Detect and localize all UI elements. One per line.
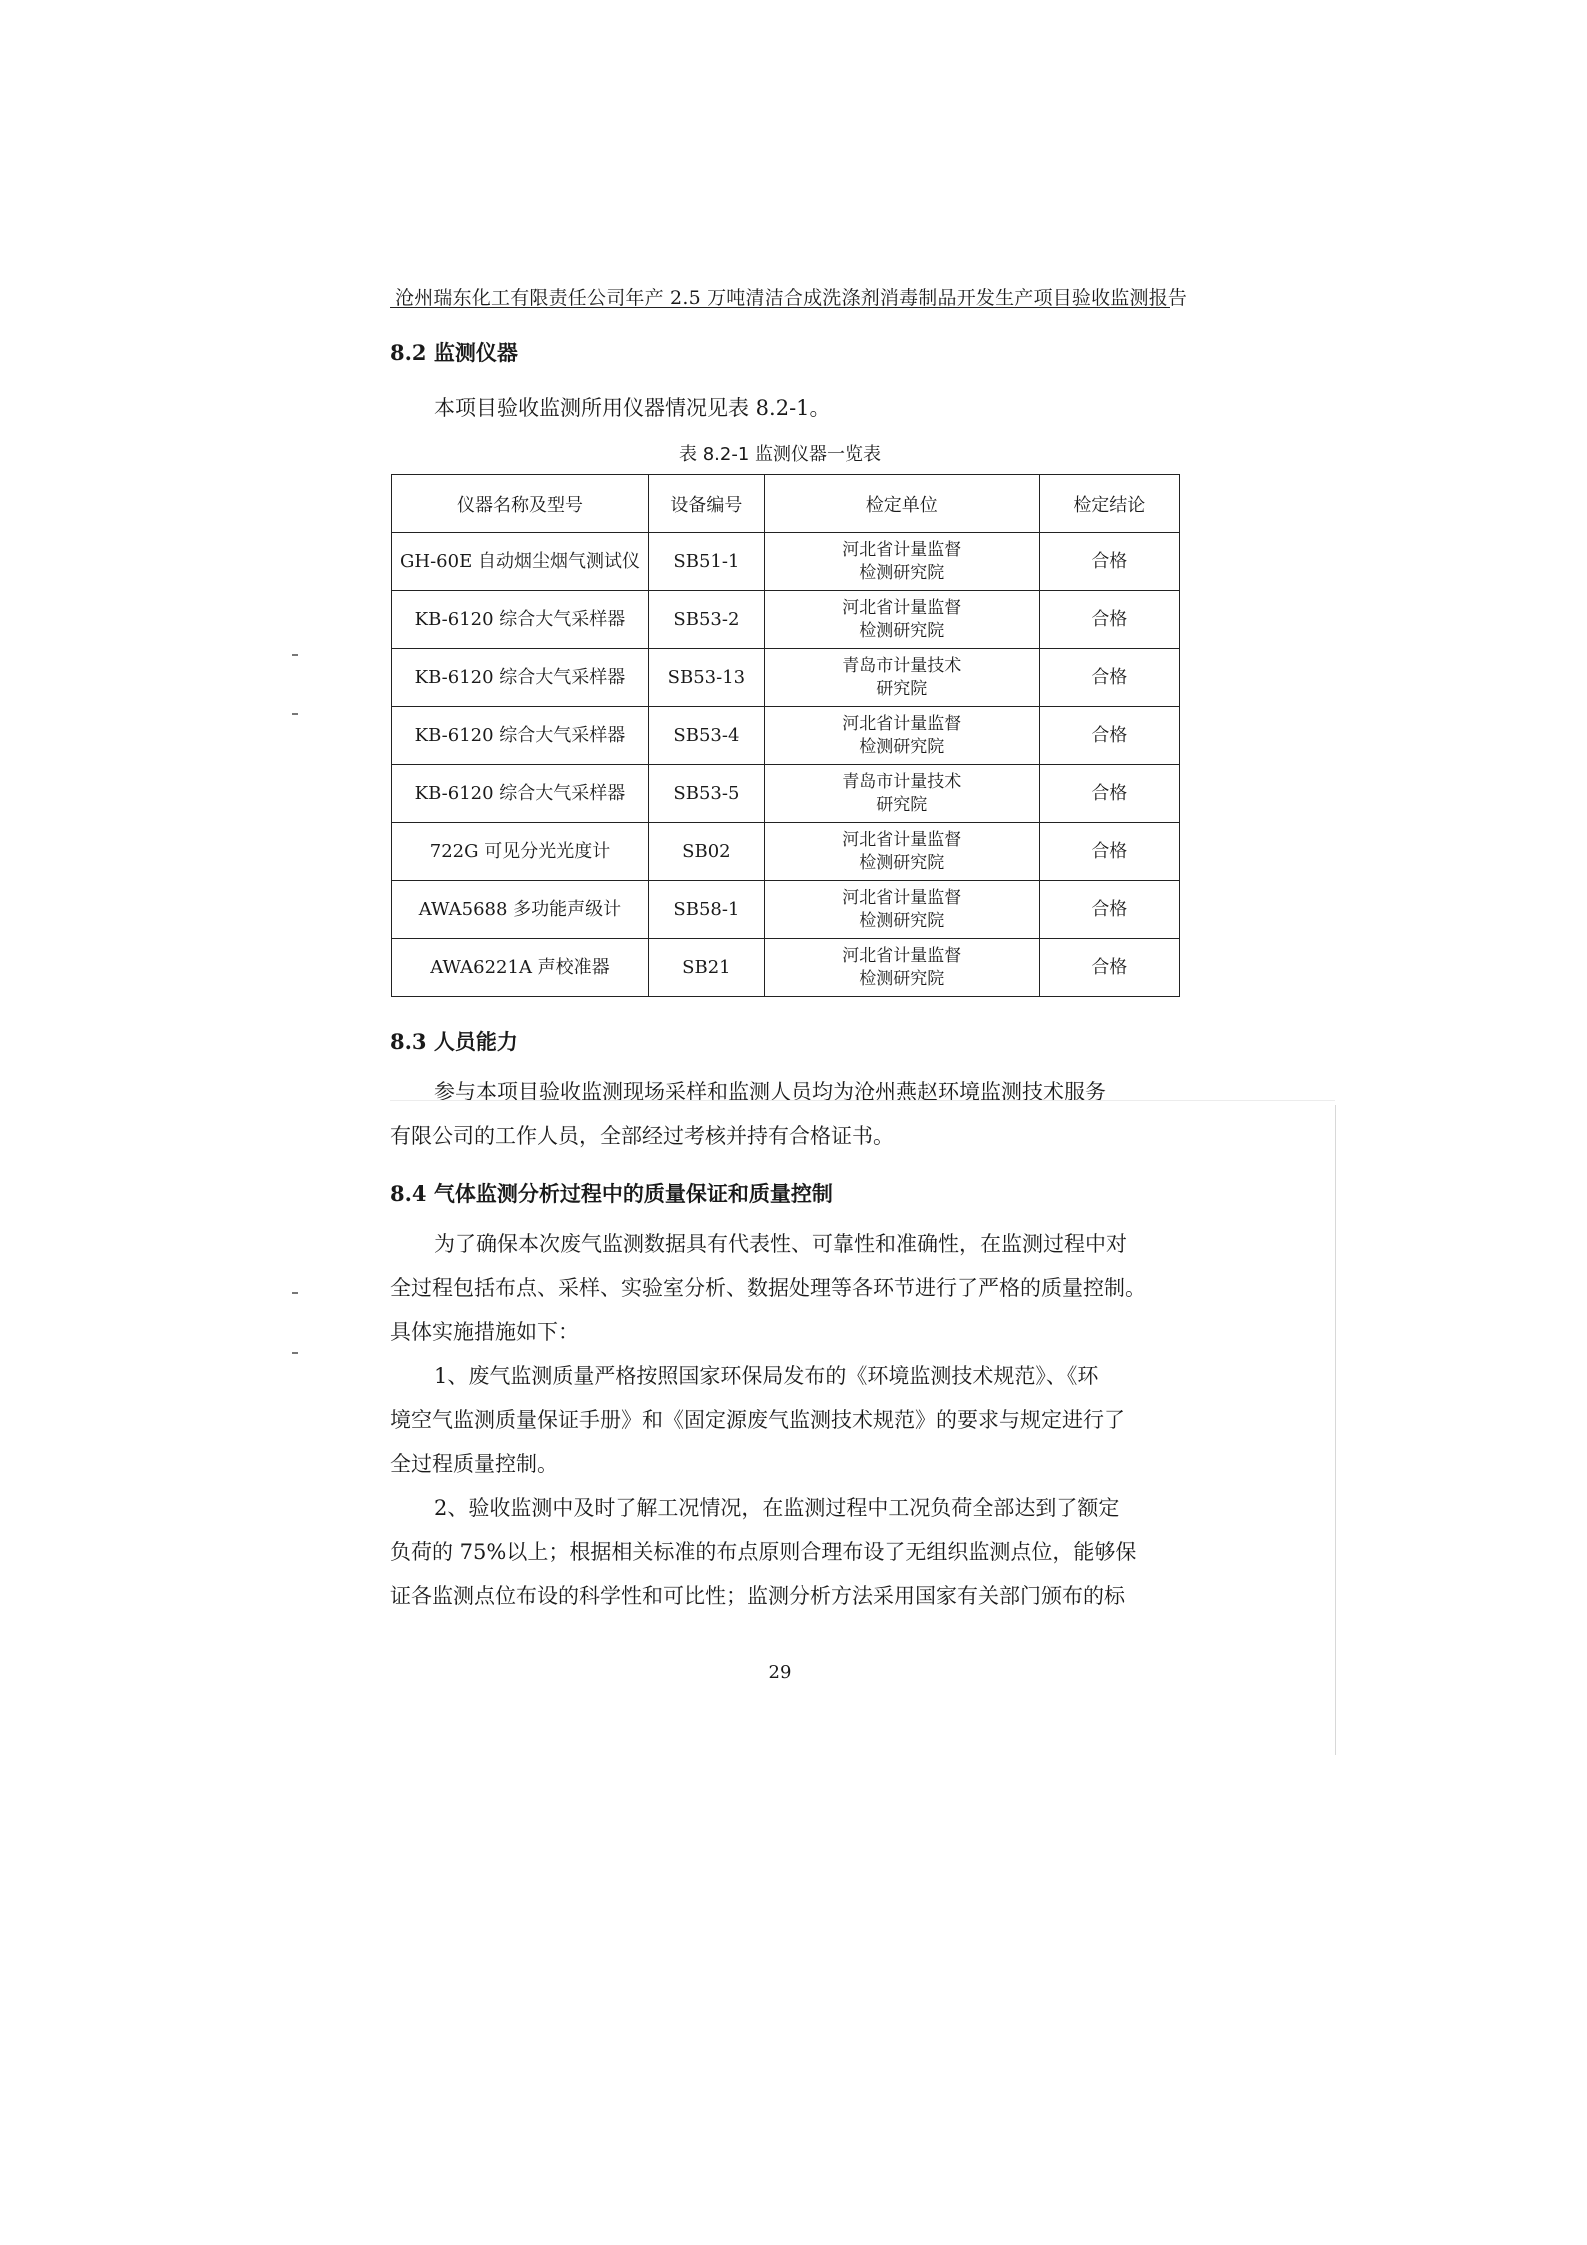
equipment-code: SB58-1: [648, 881, 764, 939]
scan-speck: [292, 1352, 298, 1354]
verification-result: 合格: [1039, 765, 1179, 823]
section-8-2-intro: [390, 386, 1170, 430]
instrument-name: KB-6120 综合大气采样器: [392, 649, 649, 707]
verification-unit: [764, 707, 1039, 765]
table-row: [392, 881, 1180, 939]
verification-result: 合格: [1039, 591, 1179, 649]
table-row: [392, 765, 1180, 823]
header-rule: [390, 307, 1170, 308]
equipment-code: SB53-2: [648, 591, 764, 649]
unit-line-1: 河北省计量监督: [842, 945, 962, 966]
equipment-code: SB53-5: [648, 765, 764, 823]
section-8-3-body: [390, 1070, 1170, 1158]
scan-artifact-line: [1335, 1105, 1336, 1755]
body-line: 1、废气监测质量严格按照国家环保局发布的《环境监测技术规范》、《环: [434, 1364, 1099, 1388]
table-row: [392, 649, 1180, 707]
body-line: 证各监测点位布设的科学性和可比性；监测分析方法采用国家有关部门颁布的标: [390, 1584, 1125, 1608]
unit-line-1: 河北省计量监督: [842, 597, 962, 618]
section-8-3-heading: 8.3 人员能力: [390, 1029, 518, 1054]
unit-line-2: 研究院: [876, 794, 928, 815]
table-row: [392, 707, 1180, 765]
instrument-name: KB-6120 综合大气采样器: [392, 591, 649, 649]
body-line: 全过程质量控制。: [390, 1452, 558, 1476]
verification-result: 合格: [1039, 649, 1179, 707]
equipment-code: SB53-13: [648, 649, 764, 707]
scan-artifact-line: [390, 1100, 1335, 1101]
header-verification-result: 检定结论: [1039, 475, 1179, 533]
scan-speck: [292, 1292, 298, 1294]
unit-line-1: 河北省计量监督: [842, 539, 962, 560]
instrument-table: [391, 474, 1180, 997]
verification-unit: [764, 591, 1039, 649]
verification-unit: [764, 533, 1039, 591]
unit-line-1: 河北省计量监督: [842, 829, 962, 850]
section-8-4-para-1: [390, 1222, 1170, 1618]
body-line: 2、验收监测中及时了解工况情况，在监测过程中工况负荷全部达到了额定: [434, 1496, 1120, 1520]
table-row: [392, 591, 1180, 649]
header-instrument-name: 仪器名称及型号: [392, 475, 649, 533]
instrument-name: AWA5688 多功能声级计: [392, 881, 649, 939]
body-line: 为了确保本次废气监测数据具有代表性、可靠性和准确性，在监测过程中对: [434, 1232, 1127, 1256]
unit-line-2: 研究院: [876, 678, 928, 699]
body-line: 全过程包括布点、采样、实验室分析、数据处理等各环节进行了严格的质量控制。: [390, 1276, 1146, 1300]
unit-line-1: 青岛市计量技术: [842, 655, 962, 676]
instrument-name: KB-6120 综合大气采样器: [392, 765, 649, 823]
header-verification-unit: 检定单位: [764, 475, 1039, 533]
equipment-code: SB21: [648, 939, 764, 997]
verification-unit: [764, 765, 1039, 823]
unit-line-2: 检测研究院: [859, 910, 945, 931]
scan-speck: [292, 654, 298, 656]
scan-speck: [292, 713, 298, 715]
verification-unit: [764, 823, 1039, 881]
verification-result: 合格: [1039, 939, 1179, 997]
verification-result: 合格: [1039, 881, 1179, 939]
body-line: 境空气监测质量保证手册》和《固定源废气监测技术规范》的要求与规定进行了: [390, 1408, 1125, 1432]
verification-unit: [764, 649, 1039, 707]
body-line: 参与本项目验收监测现场采样和监测人员均为沧州燕赵环境监测技术服务: [434, 1080, 1106, 1104]
unit-line-2: 检测研究院: [859, 562, 945, 583]
body-line: 有限公司的工作人员，全部经过考核并持有合格证书。: [390, 1124, 894, 1148]
page-number: 29: [768, 1662, 792, 1683]
instrument-name: KB-6120 综合大气采样器: [392, 707, 649, 765]
instrument-name: 722G 可见分光光度计: [392, 823, 649, 881]
unit-line-2: 检测研究院: [859, 736, 945, 757]
verification-result: 合格: [1039, 823, 1179, 881]
unit-line-1: 河北省计量监督: [842, 887, 962, 908]
table-row: [392, 823, 1180, 881]
unit-line-1: 河北省计量监督: [842, 713, 962, 734]
verification-result: 合格: [1039, 707, 1179, 765]
unit-line-2: 检测研究院: [859, 620, 945, 641]
section-8-4-heading: 8.4 气体监测分析过程中的质量保证和质量控制: [390, 1181, 833, 1206]
intro-line: 本项目验收监测所用仪器情况见表 8.2-1。: [434, 396, 831, 420]
body-line: 具体实施措施如下：: [390, 1320, 579, 1344]
verification-result: 合格: [1039, 533, 1179, 591]
equipment-code: SB53-4: [648, 707, 764, 765]
table-row: [392, 939, 1180, 997]
header-equipment-code: 设备编号: [648, 475, 764, 533]
instrument-name: GH-60E 自动烟尘烟气测试仪: [392, 533, 649, 591]
equipment-code: SB51-1: [648, 533, 764, 591]
verification-unit: [764, 939, 1039, 997]
verification-unit: [764, 881, 1039, 939]
unit-line-2: 检测研究院: [859, 852, 945, 873]
equipment-code: SB02: [648, 823, 764, 881]
unit-line-2: 检测研究院: [859, 968, 945, 989]
table-caption: 表 8.2-1 监测仪器一览表: [678, 444, 882, 465]
table-row: [392, 533, 1180, 591]
body-line: 负荷的 75%以上；根据相关标准的布点原则合理布设了无组织监测点位，能够保: [390, 1540, 1137, 1564]
report-header: 沧州瑞东化工有限责任公司年产 2.5 万吨清洁合成洗涤剂消毒制品开发生产项目验收监测报告: [395, 287, 1188, 309]
table-header-row: [392, 475, 1180, 533]
unit-line-1: 青岛市计量技术: [842, 771, 962, 792]
section-8-2-heading: 8.2 监测仪器: [390, 340, 518, 365]
instrument-name: AWA6221A 声校准器: [392, 939, 649, 997]
